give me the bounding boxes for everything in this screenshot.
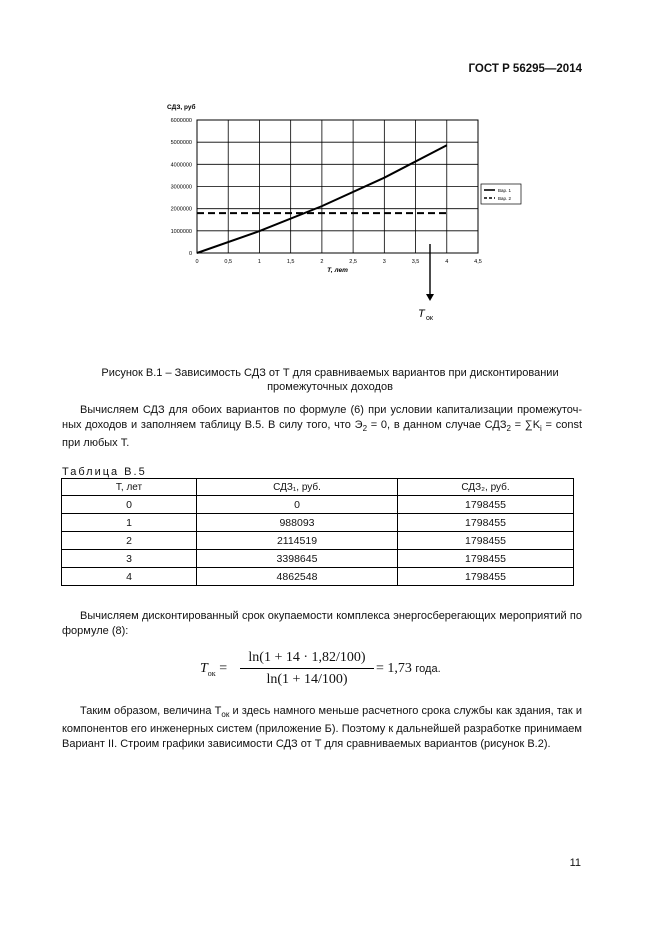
formula-result: = 1,73 bbox=[376, 661, 416, 676]
formula-var-sub: ок bbox=[207, 668, 216, 678]
y-axis-label: СДЗ, руб bbox=[167, 104, 196, 111]
x-tick-label: 4,5 bbox=[474, 259, 482, 265]
annotation-arrowhead bbox=[426, 294, 434, 301]
table-cell: 0 bbox=[197, 496, 398, 514]
para1-sub-d: 2 bbox=[506, 424, 511, 434]
y-tick-label: 4000000 bbox=[170, 162, 192, 169]
table-header-row bbox=[62, 479, 574, 496]
y-tick-label: 2000000 bbox=[170, 206, 192, 213]
legend-label: Вар. 2 bbox=[498, 196, 512, 201]
para2-text: Вычисляем дисконтированный срок окупаемости комплекса энергосберегающих мероприятий по формуле (8): bbox=[62, 610, 582, 637]
y-tick-label: 0 bbox=[188, 251, 192, 257]
table-cell: 4 bbox=[62, 568, 197, 586]
caption-line-1: Рисунок В.1 – Зависимость СДЗ от Т для сравниваемых вариантов при дисконтировании bbox=[101, 367, 559, 379]
table-cell: 1798455 bbox=[398, 532, 574, 550]
x-tick-label: 4 bbox=[445, 259, 449, 265]
table-row bbox=[62, 496, 574, 514]
col-header-sdz1: СДЗ₁, руб. bbox=[197, 479, 398, 496]
caption-line-2: промежуточных доходов bbox=[267, 380, 393, 393]
formula-var: T bbox=[200, 661, 208, 676]
y-tick-label: 5000000 bbox=[170, 140, 192, 147]
formula-unit: года. bbox=[415, 663, 441, 675]
formula-rhs bbox=[376, 661, 441, 677]
para1-sub-f: i bbox=[540, 424, 542, 434]
x-tick-label: 0,5 bbox=[224, 259, 233, 265]
table-cell: 2 bbox=[62, 532, 197, 550]
table-body bbox=[62, 496, 574, 586]
para1-text-c: = 0, в данном случае СДЗ bbox=[367, 419, 507, 431]
chart-axes bbox=[167, 103, 482, 274]
table-cell: 1 bbox=[62, 514, 197, 532]
para3-text-a: Таким образом, величина Т bbox=[80, 705, 222, 717]
document-header: ГОСТ Р 56295—2014 bbox=[468, 63, 582, 75]
sdz-chart bbox=[150, 98, 550, 328]
x-axis-label: Т, лет bbox=[327, 267, 348, 274]
table-cell: 1798455 bbox=[398, 550, 574, 568]
table-row bbox=[62, 532, 574, 550]
table-cell: 0 bbox=[62, 496, 197, 514]
figure-caption bbox=[80, 367, 580, 394]
table-cell: 3398645 bbox=[197, 550, 398, 568]
y-tick-label: 6000000 bbox=[170, 118, 192, 124]
table-title: Таблица В.5 bbox=[62, 466, 147, 478]
para1-sub-b: 2 bbox=[362, 424, 368, 434]
table-cell: 3 bbox=[62, 550, 197, 568]
paragraph-1 bbox=[62, 403, 582, 451]
x-tick-label: 1 bbox=[257, 259, 261, 265]
paragraph-2 bbox=[62, 609, 582, 639]
table-cell: 1798455 bbox=[398, 514, 574, 532]
y-tick-label: 3000000 bbox=[170, 184, 192, 191]
x-tick-label: 2 bbox=[320, 259, 324, 265]
table-cell: 1798455 bbox=[398, 496, 574, 514]
y-tick-label: 1000000 bbox=[170, 228, 192, 235]
chart-grid bbox=[197, 120, 478, 253]
table-row bbox=[62, 550, 574, 568]
col-header-sdz2: СДЗ₂, руб. bbox=[398, 479, 574, 496]
formula-denominator: ln(1 + 14/100) bbox=[266, 672, 348, 687]
page-number: 11 bbox=[569, 857, 581, 869]
paragraph-3 bbox=[62, 704, 582, 752]
table-row bbox=[62, 568, 574, 586]
x-tick-label: 2,5 bbox=[349, 259, 357, 265]
para3-sub-b: ок bbox=[221, 710, 230, 720]
x-tick-label: 3 bbox=[382, 259, 386, 265]
data-table bbox=[61, 478, 574, 586]
table-cell: 4862548 bbox=[197, 568, 398, 586]
para1-text-g: = const при любых Т. bbox=[62, 419, 583, 450]
x-tick-label: 3,5 bbox=[411, 259, 420, 265]
legend-label: Вар. 1 bbox=[498, 188, 512, 193]
para1-text-a: Вычисляем СДЗ для обоих вариантов по формуле (6) при условии капитализации промежуточ-ных доходов и заполняем таблицу В.5. В силу того, что Э bbox=[62, 404, 582, 431]
formula-eq: = bbox=[215, 661, 228, 676]
x-tick-label: 1,5 bbox=[286, 259, 295, 265]
formula-fraction bbox=[240, 646, 374, 688]
annotation-subscript: ок bbox=[426, 315, 433, 322]
formula-numerator: ln(1 + 14 · 1,82/100) bbox=[240, 646, 374, 669]
table-row bbox=[62, 514, 574, 532]
col-header-t: Т, лет bbox=[62, 479, 197, 496]
legend-box bbox=[481, 184, 521, 204]
formula-lhs bbox=[200, 661, 227, 678]
annotation-label: Т bbox=[418, 308, 425, 320]
table-cell: 1798455 bbox=[398, 568, 574, 586]
chart-annotation bbox=[418, 244, 434, 322]
chart-legend bbox=[481, 184, 521, 204]
para1-text-e: = ∑K bbox=[510, 419, 541, 431]
x-tick-label: 0 bbox=[195, 259, 199, 265]
para3-text-c: и здесь намного меньше расчетного срока службы как здания, так и компонентов его инженерных систем (приложение Б). Поэтому к дальнейшей разработке принимаем Вариант II. Строим графики зависимости СДЗ от Т для сравниваемых вариантов (рисунок В.2). bbox=[62, 705, 582, 751]
table-cell: 2114519 bbox=[197, 532, 398, 550]
table-cell: 988093 bbox=[197, 514, 398, 532]
